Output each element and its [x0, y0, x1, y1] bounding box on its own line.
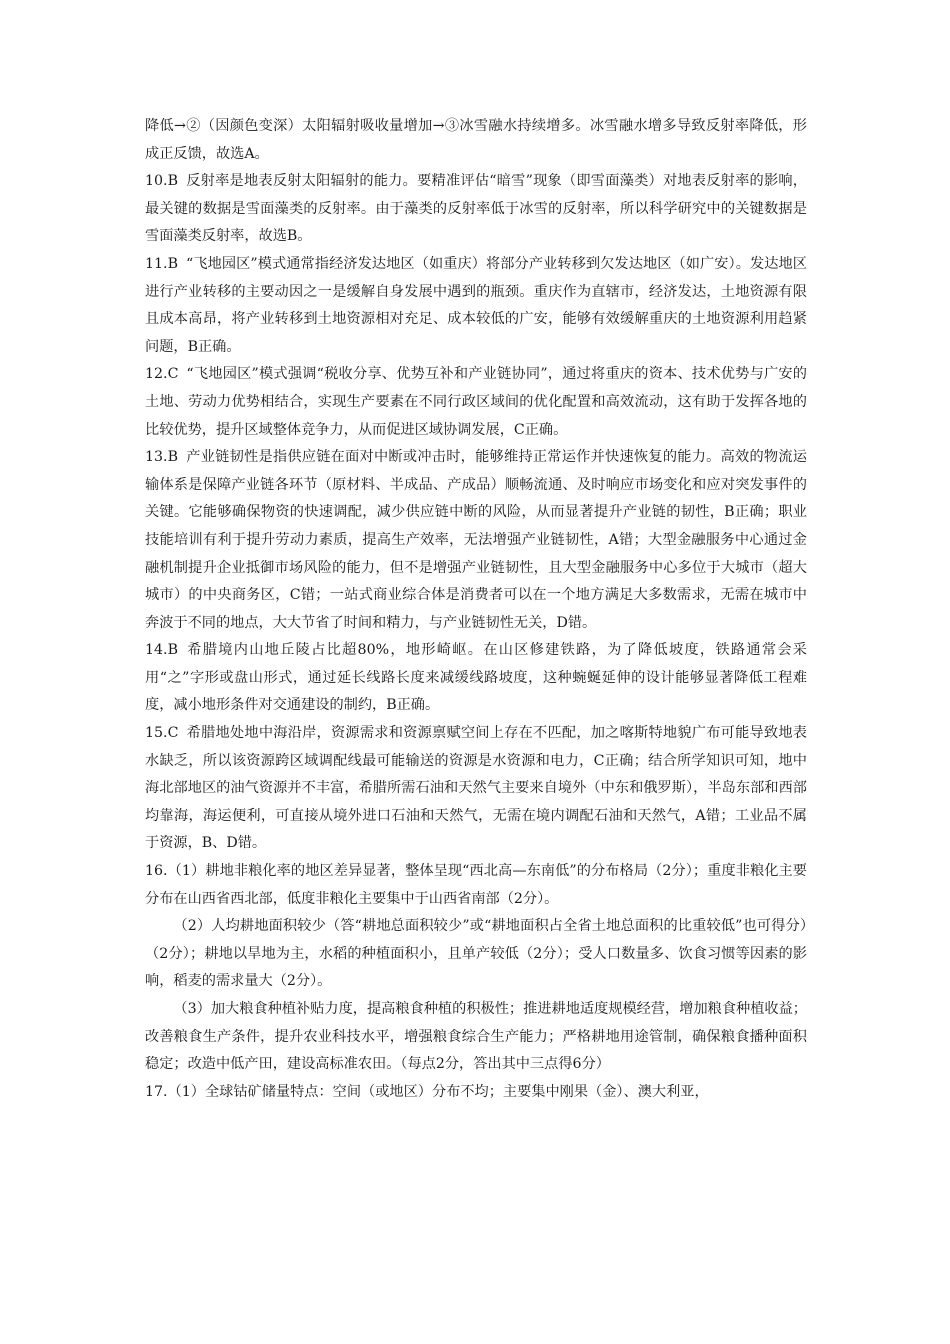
question-number: 11.B — [145, 255, 178, 272]
paragraph-text: （1）全球钴矿储量特点：空间（或地区）分布不均；主要集中刚果（金）、澳大利亚， — [167, 1083, 709, 1100]
question-number: 15.C — [145, 725, 179, 742]
answer-document — [145, 113, 807, 1106]
answer-16-part-3 — [145, 996, 807, 1079]
paragraph-text: 降低→②（因颜色变深）太阳辐射吸收量增加→③冰雪融水持续增多。冰雪融水增多导致反射率降低，形成正反馈，故选A。 — [145, 118, 807, 162]
answer-16-part-2 — [145, 913, 807, 996]
answer-14 — [145, 637, 807, 720]
paragraph-text: 希腊地处地中海沿岸，资源需求和资源禀赋空间上存在不匹配，加之喀斯特地貌广布可能导致地表水缺乏，所以该资源跨区域调配线最可能输送的资源是水资源和电力，C正确；结合所学知识可知，地中海北部地区的油气资源并不丰富，希腊所需石油和天然气主要来自境外（中东和俄罗斯），半岛东部和西部均靠海，海运便利，可直接从境外进口石油和天然气，无需在境内调配石油和天然气，A错；工业品不属于资源，B、D错。 — [145, 725, 807, 852]
question-number: 12.C — [145, 366, 179, 383]
answer-17-part-1 — [145, 1079, 807, 1107]
paragraph-text: （3）加大粮食种植补贴力度，提高粮食种植的积极性；推进耕地适度规模经营，增加粮食种植收益；改善粮食生产条件，提升农业科技水平，增强粮食综合生产能力；严格耕地用途管制，确保粮食播种面积稳定；改造中低产田，建设高标准农田。（每点2分，答出其中三点得6分） — [145, 1001, 807, 1073]
answer-15 — [145, 720, 807, 858]
paragraph-text: （1）耕地非粮化率的地区差异显著，整体呈现“西北高—东南低”的分布格局（2分）；重度非粮化主要分布在山西省西北部，低度非粮化主要集中于山西省南部（2分）。 — [145, 863, 807, 907]
paragraph-text: “飞地园区”模式通常指经济发达地区（如重庆）将部分产业转移到欠发达地区（如广安）。发达地区进行产业转移的主要动因之一是缓解自身发展中遇到的瓶颈。重庆作为直辖市，经济发达，土地资源有限且成本高昂，将产业转移到土地资源相对充足、成本较低的广安，能够有效缓解重庆的土地资源利用趋紧问题，B正确。 — [145, 255, 807, 355]
paragraph-continuation-9 — [145, 113, 807, 168]
question-number: 17. — [145, 1083, 168, 1100]
answer-13 — [145, 444, 807, 637]
answer-11 — [145, 251, 807, 361]
answer-10 — [145, 168, 807, 251]
question-number: 14.B — [145, 642, 178, 659]
paragraph-text: 产业链韧性是指供应链在面对中断或冲击时，能够维持正常运作并快速恢复的能力。高效的物流运输体系是保障产业链各环节（原材料、半成品、产成品）顺畅流通、及时响应市场变化和应对突发事件的关键。它能够确保物资的快速调配，减少供应链中断的风险，从而显著提升产业链的韧性，B正确；职业技能培训有利于提升劳动力素质，提高生产效率，无法增强产业链韧性，A错；大型金融服务中心通过金融机制提升企业抵御市场风险的能力，但不是增强产业链韧性，且大型金融服务中心多位于大城市（超大城市）的中央商务区，C错；一站式商业综合体是消费者可以在一个地方满足大多数需求，无需在城市中奔波于不同的地点，大大节省了时间和精力，与产业链韧性无关，D错。 — [145, 449, 807, 631]
question-number: 16. — [145, 863, 168, 880]
question-number: 10.B — [145, 173, 178, 190]
paragraph-text: （2）人均耕地面积较少（答“耕地总面积较少”或“耕地面积占全省土地总面积的比重较低”也可得分）（2分）；耕地以旱地为主，水稻的种植面积小，且单产较低（2分）；受人口数量多、饮食习惯等因素的影响，稻麦的需求量大（2分）。 — [145, 918, 807, 990]
paragraph-text: 希腊境内山地丘陵占比超80%，地形崎岖。在山区修建铁路，为了降低坡度，铁路通常会采用“之”字形或盘山形式，通过延长线路长度来减缓线路坡度，这种蜿蜒延伸的设计能够显著降低工程难度，减小地形条件对交通建设的制约，B正确。 — [145, 642, 807, 714]
answer-16-part-1 — [145, 858, 807, 913]
paragraph-text: “飞地园区”模式强调“税收分享、优势互补和产业链协同”，通过将重庆的资本、技术优势与广安的土地、劳动力优势相结合，实现生产要素在不同行政区域间的优化配置和高效流动，这有助于发挥各地的比较优势，提升区域整体竞争力，从而促进区域协调发展，C正确。 — [145, 366, 807, 438]
answer-12 — [145, 361, 807, 444]
paragraph-text: 反射率是地表反射太阳辐射的能力。要精准评估“暗雪”现象（即雪面藻类）对地表反射率的影响，最关键的数据是雪面藻类的反射率。由于藻类的反射率低于冰雪的反射率，所以科学研究中的关键数据是雪面藻类反射率，故选B。 — [145, 173, 807, 245]
question-number: 13.B — [145, 449, 178, 466]
